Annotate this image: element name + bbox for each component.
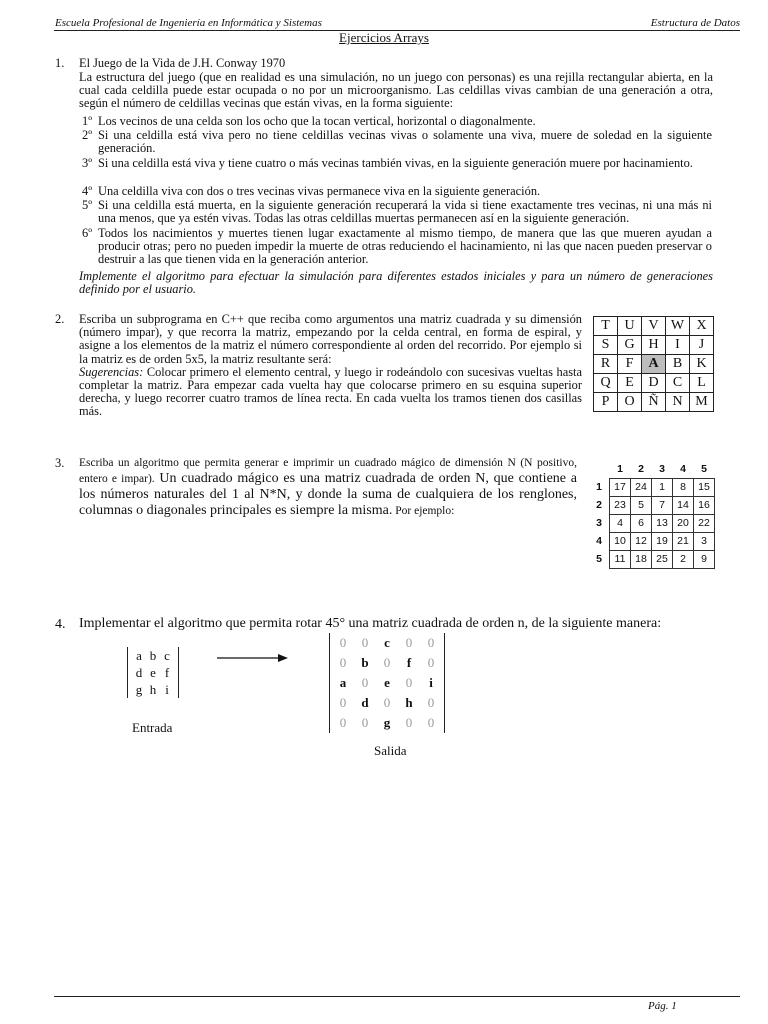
ex4-text: Implementar el algoritmo que permita rotar 45° una matriz cuadrada de orden n, de la siguiente manera: — [79, 616, 662, 631]
table-cell: O — [618, 393, 642, 412]
ex1-task: Implemente el algoritmo para efectuar la simulación para diferentes estados iniciales y para un número de generaciones definido por el usuario. — [79, 269, 713, 297]
table-cell: 4 — [610, 515, 631, 533]
table-cell: V — [642, 317, 666, 336]
output-cell: 0 — [427, 655, 435, 671]
table-cell: 1 — [652, 479, 673, 497]
ex4-number: 4. — [55, 617, 66, 632]
table-cell: Q — [594, 374, 618, 393]
output-cell: 0 — [361, 675, 369, 691]
table-cell: 7 — [652, 497, 673, 515]
table-cell: L — [690, 374, 714, 393]
table-cell: 14 — [673, 497, 694, 515]
table-cell: K — [690, 355, 714, 374]
table-cell: R — [594, 355, 618, 374]
output-cell: b — [361, 655, 369, 671]
ex1-number: 1. — [55, 56, 65, 70]
table-cell: 3 — [659, 462, 665, 475]
ex3-text: Escriba un algoritmo que permita generar e imprimir un cuadrado mágico de dimensión N (N positivo, entero e impar). Un cuadrado mágico es una matriz cuadrada de orden N, que contiene a los números naturales del 1 al N*N, y donde la suma de cualquiera de los renglones, columnas o diagonales principales es siempre la misma. Por ejemplo: — [79, 457, 577, 518]
ex3-number: 3. — [55, 456, 65, 470]
output-cell: 0 — [405, 635, 413, 651]
output-cell: h — [405, 695, 413, 711]
table-cell: e — [150, 664, 156, 680]
output-cell: 0 — [405, 715, 413, 731]
ex2-number: 2. — [55, 312, 65, 326]
table-cell: 20 — [673, 515, 694, 533]
table-cell: F — [618, 355, 642, 374]
table-cell: I — [666, 336, 690, 355]
table-cell: 23 — [610, 497, 631, 515]
output-cell: 0 — [361, 715, 369, 731]
output-cell: 0 — [339, 635, 347, 651]
table-cell: 8 — [673, 479, 694, 497]
magic-square — [589, 461, 715, 569]
table-cell: 2 — [673, 551, 694, 569]
table-cell: B — [666, 355, 690, 374]
table-cell: 5 — [596, 552, 602, 565]
ex2-suggestions-label: Sugerencias: — [79, 364, 144, 379]
input-label: Entrada — [132, 720, 173, 735]
table-cell: 25 — [652, 551, 673, 569]
table-cell: i — [165, 681, 169, 697]
table-cell: 13 — [652, 515, 673, 533]
table-cell: 5 — [631, 497, 652, 515]
table-cell: U — [618, 317, 642, 336]
table-cell — [589, 461, 610, 479]
output-matrix — [329, 633, 445, 733]
spiral-center-cell: A — [642, 355, 666, 374]
output-cell: 0 — [383, 655, 391, 671]
table-cell: 4 — [680, 462, 686, 475]
output-cell: 0 — [339, 715, 347, 731]
ex2-text: Escriba un subprograma en C++ que reciba como argumentos una matriz cuadrada y su dimensión (número impar), y que recorra la matriz, empezando por la celda central, en forma de espiral, y asigne a los elementos de la matriz el número correspondiente al orden del recorrido. Por ejemplo si la matriz es de orden 5x5, la matriz resultante será: Sugerencias: Colocar primero el elemento central, y luego ir rodeándolo con sucesivas vueltas hasta completar la matriz. Para empezar cada vuelta hay que colocarse primero en su esquina superior derecha, y luego recorrer cuatro tramos de línea recta. En cada vuelta los tramos tienen dos casillas más. — [79, 312, 582, 419]
output-cell: f — [406, 655, 412, 671]
ex1-title: El Juego de la Vida de J.H. Conway 1970 — [79, 56, 286, 70]
table-cell: 2 — [638, 462, 644, 475]
table-cell: 10 — [610, 533, 631, 551]
output-cell: 0 — [427, 695, 435, 711]
table-cell: 3 — [694, 533, 715, 551]
table-cell: b — [149, 647, 157, 663]
ex1-intro: La estructura del juego (que en realidad es una simulación, no un juego con personas) es una rejilla rectangular abierta, en la cual cada celdilla puede estar ocupada o no por un microorganismo. Las celdillas vivas cambian de una generación a otra, según el número de celdillas vecinas que están vivas, en la forma siguiente: — [79, 70, 713, 111]
table-cell: g — [135, 681, 143, 697]
table-cell: T — [594, 317, 618, 336]
table-cell: M — [690, 393, 714, 412]
table-cell: 21 — [673, 533, 694, 551]
table-cell: 5 — [701, 462, 707, 475]
output-cell: a — [339, 675, 347, 691]
output-cell: c — [384, 635, 390, 651]
table-cell: 1 — [596, 480, 602, 493]
table-cell: 12 — [631, 533, 652, 551]
output-cell: 0 — [427, 715, 435, 731]
table-cell: G — [618, 336, 642, 355]
footer-rule — [54, 996, 740, 997]
output-cell: d — [361, 695, 369, 711]
output-cell: 0 — [427, 635, 435, 651]
table-cell: 24 — [631, 479, 652, 497]
table-cell: P — [594, 393, 618, 412]
output-cell: 0 — [339, 655, 347, 671]
table-cell: 4 — [596, 534, 602, 547]
table-cell: J — [690, 336, 714, 355]
table-cell: E — [618, 374, 642, 393]
table-cell: 19 — [652, 533, 673, 551]
table-cell: f — [164, 664, 170, 680]
output-cell: e — [384, 675, 390, 691]
header-school: Escuela Profesional de Ingeniería en Informática y Sistemas — [55, 17, 322, 29]
table-cell: d — [135, 664, 143, 680]
page-number: Pág. 1 — [648, 1000, 677, 1012]
table-cell: 6 — [631, 515, 652, 533]
table-cell: 1 — [617, 462, 623, 475]
table-cell: 22 — [694, 515, 715, 533]
table-cell: 11 — [610, 551, 631, 569]
output-cell: g — [383, 715, 391, 731]
output-cell: 0 — [405, 675, 413, 691]
header-course: Estructura de Datos — [650, 17, 740, 29]
table-cell: 3 — [596, 516, 602, 529]
table-cell: 18 — [631, 551, 652, 569]
table-cell: h — [149, 681, 157, 697]
table-cell: D — [642, 374, 666, 393]
table-cell: C — [666, 374, 690, 393]
output-cell: 0 — [339, 695, 347, 711]
spiral-matrix — [593, 316, 714, 412]
table-cell: a — [136, 647, 142, 663]
input-matrix — [127, 647, 179, 698]
output-cell: 0 — [361, 635, 369, 651]
table-cell: X — [690, 317, 714, 336]
table-cell: 9 — [694, 551, 715, 569]
arrow-right-icon — [216, 651, 290, 665]
table-cell: N — [666, 393, 690, 412]
table-cell: 16 — [694, 497, 715, 515]
page-title: Ejercicios Arrays — [339, 30, 429, 45]
table-cell: 2 — [596, 498, 602, 511]
table-cell: c — [164, 647, 170, 663]
table-cell: 15 — [694, 479, 715, 497]
table-cell: S — [594, 336, 618, 355]
output-cell: 0 — [383, 695, 391, 711]
table-cell: 17 — [610, 479, 631, 497]
output-label: Salida — [374, 743, 407, 758]
table-cell: Ñ — [642, 393, 666, 412]
output-cell: i — [429, 675, 433, 691]
table-cell: W — [666, 317, 690, 336]
table-cell: H — [642, 336, 666, 355]
